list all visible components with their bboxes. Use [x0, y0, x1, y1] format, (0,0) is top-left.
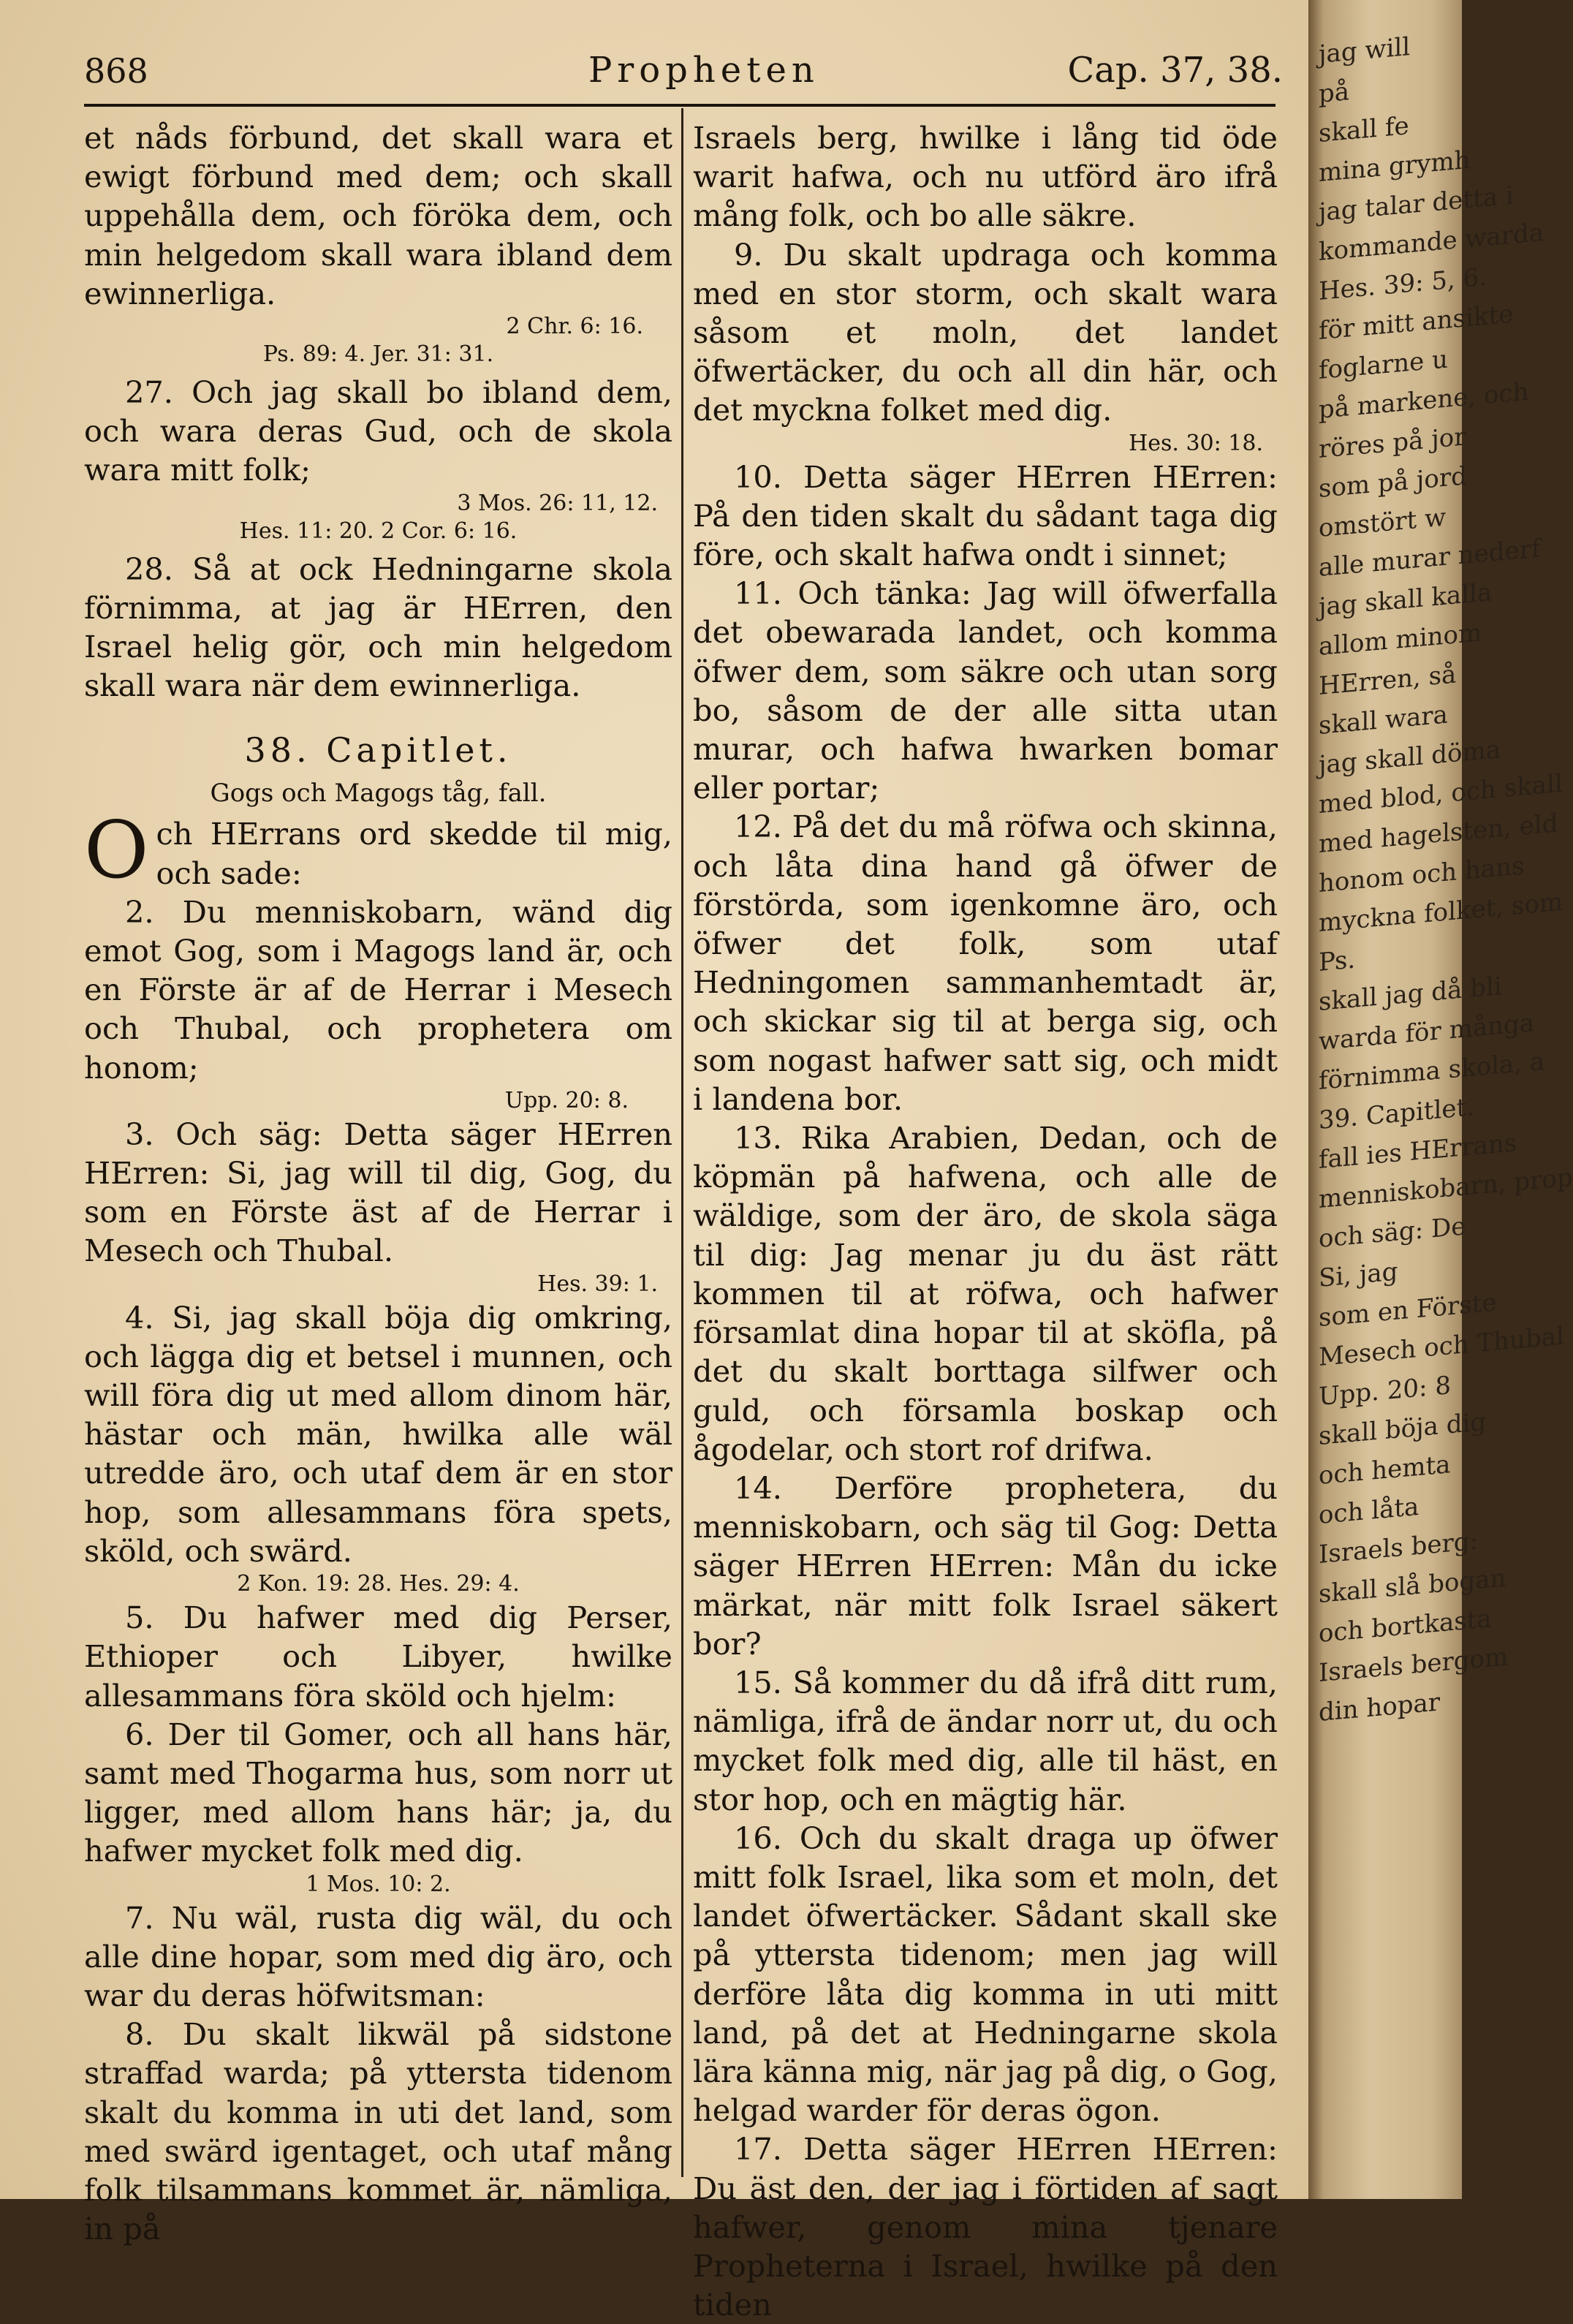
cross-reference: 1 Mos. 10: 2.	[306, 1871, 451, 1897]
verse-8: 8. Du skalt likwäl på sidstone straffad warda; på yttersta tidenom skalt du komma in uti det land, som med swärd igentaget, och utaf mång folk tilsammans kommet är, nämliga, in på	[84, 2016, 672, 2247]
facing-page-line: jag talar detta i	[1319, 181, 1514, 227]
facing-page-line: menniskobarn, prop	[1319, 1162, 1573, 1214]
facing-page-line: skall slå bogan	[1319, 1563, 1506, 1609]
running-title: Propheten	[588, 50, 819, 91]
cross-reference: Upp. 20: 8.	[504, 1087, 629, 1113]
facing-page-line: röres på jor	[1319, 422, 1466, 464]
cross-reference: Hes. 11: 20. 2 Cor. 6: 16.	[239, 518, 518, 544]
verse-27: 27. Och jag skall bo ibland dem, och wara deras Gud, och de skola wara mitt folk;	[84, 374, 672, 488]
verse-13: 13. Rika Arabien, Dedan, och de köpmän på hafwena, och alle de wäldige, som der äro, de skola säga til dig: Jag menar ju du äst rätt kommen til at röfwa, och hafwer församlat dina hopar til at sköfla, på det du skalt borttaga silfwer och guld, och församla boskap och ågodelar, och stort rof drifwa.	[693, 1120, 1278, 1467]
facing-page-line: warda för många	[1319, 1008, 1535, 1056]
verse-continuation: et nåds förbund, det skall wara et ewigt förbund med dem; och skall uppehålla dem, och föröka dem, och min helgedom skall wara ibland dem ewinnerliga.	[84, 120, 672, 311]
chapter-heading: 38. Capitlet.	[244, 730, 512, 771]
verse-7: 7. Nu wäl, rusta dig wäl, du och alle dine hopar, som med dig äro, och war du deras höfwitsman:	[84, 1899, 672, 2013]
facing-page-line: på	[1319, 77, 1350, 109]
cross-reference: Hes. 39: 1.	[537, 1271, 658, 1297]
verse-15: 15. Så kommer du då ifrå ditt rum, nämliga, ifrå de ändar norr ut, du och mycket folk med dig, alle til häst, en stor hop, och en mägtig här.	[693, 1664, 1278, 1817]
facing-page-line: myckna folket, som	[1319, 887, 1563, 938]
facing-page-line: omstört w	[1319, 502, 1447, 543]
verse-16: 16. Och du skalt draga up öfwer mitt folk Israel, lika som et moln, det landet öfwertäcker. Sådant skall ske på yttersta tidenom; men jag will derföre låta dig komma in uti mitt land, på det at Hedningarne skola lära känna mig, när jag på dig, o Gog, helgad warder för deras ögon.	[693, 1820, 1278, 2129]
facing-page-line: allom minom	[1319, 618, 1482, 662]
chapter-summary: Gogs och Magogs tåg, fall.	[210, 779, 547, 809]
verse-5: 5. Du hafwer med dig Perser, Ethioper och Libyer, hwilke allesammans föra sköld och hjelm:	[84, 1600, 672, 1714]
facing-page-line: mina grymh	[1319, 145, 1471, 188]
facing-page-line: HErren, så	[1319, 659, 1457, 701]
column-divider	[681, 108, 683, 2177]
drop-cap: O	[84, 805, 149, 897]
facing-page-line: skall wara	[1319, 700, 1448, 741]
facing-page-line: och låta	[1319, 1491, 1420, 1530]
facing-page-line: med blod, och skall	[1319, 768, 1563, 820]
facing-page-line: 39. Capitlet.	[1319, 1092, 1474, 1135]
facing-page-line: foglarne u	[1319, 344, 1448, 385]
verse-17: 17. Detta säger HErren HErren: Du äst den, der jag i förtiden af sagt hafwer, genom mina tjenare Propheterna i Israel, hwilke på den tiden	[693, 2131, 1278, 2323]
facing-page-line: skall fe	[1319, 111, 1409, 148]
right-column	[693, 118, 1278, 2324]
page-number: 868	[84, 51, 148, 91]
facing-page-line: skall böja dig	[1319, 1407, 1487, 1451]
verse-4: 4. Si, jag skall böja dig omkring, och lägga dig et betsel i munnen, och will föra dig ut med allom dinom här, hästar och män, hwilka alle wäl utredde äro, och utaf dem är en stor hop, som allesammans föra spets, sköld, och swärd.	[84, 1299, 672, 1569]
facing-page-edge	[1308, 0, 1573, 2199]
facing-page-line: jag skall döma	[1319, 735, 1501, 780]
facing-page-line: Si, jag	[1319, 1257, 1398, 1293]
facing-page-line: och hemta	[1319, 1450, 1451, 1491]
left-column	[84, 118, 672, 2248]
facing-page-line: Ps.	[1319, 945, 1356, 977]
cross-reference: Ps. 89: 4. Jer. 31: 31.	[262, 341, 494, 368]
verse-9: 9. Du skalt updraga och komma med en stor storm, och skalt wara såsom et moln, det landet öfwertäcker, du och all din här, och det myckna folket med dig.	[693, 236, 1278, 428]
facing-page-line: jag skall kalla	[1319, 578, 1493, 622]
facing-page-line: kommande warda	[1319, 218, 1544, 267]
verse-28: 28. Så at ock Hedningarne skola förnimma, at jag är HErren, den Israel helig gör, och min helgedom skall wara när dem ewinnerliga.	[84, 550, 672, 704]
facing-page-line: med hagelsten, eld	[1319, 809, 1558, 859]
facing-page-line: Hes. 39: 5, 6.	[1319, 262, 1487, 306]
facing-page-line: som på jord	[1319, 461, 1467, 504]
verse-14: 14. Derföre prophetera, du menniskobarn, och säg til Gog: Detta säger HErren HErren: Mån du icke märkat, när mitt folk Israel säkert bor?	[693, 1469, 1278, 1662]
verse-1	[84, 805, 672, 897]
facing-page-line: och säg: De	[1319, 1211, 1466, 1254]
facing-page-line: på markene, och	[1319, 376, 1529, 425]
cross-reference: 2 Chr. 6: 16.	[506, 314, 643, 340]
cross-reference: 3 Mos. 26: 11, 12.	[457, 490, 658, 516]
verse-3: 3. Och säg: Detta säger HErren HErren: Si, jag will til dig, Gog, du som en Förste äst af de Herrar i Mesech och Thubal.	[84, 1116, 672, 1269]
verse-1-text: ch HErrans ord skedde til mig, och sade:	[156, 816, 672, 891]
facing-page-line: förnimma skola, a	[1319, 1046, 1545, 1096]
header-rule	[84, 104, 1276, 107]
facing-page-line: jag will	[1319, 32, 1411, 69]
facing-page-line: som en Förste	[1319, 1287, 1497, 1333]
verse-12: 12. På det du må röfwa och skinna, och låta dina hand gå öfwer de förstörda, som igenkomne äro, och öfwer det folk, som utaf Hedningomen sammanhemtadt är, och skickar sig til at berga sig, och som nogast hafwer satt sig, och midt i landena bor.	[693, 809, 1278, 1117]
page-header	[84, 48, 1283, 95]
facing-page-line: fall ies HErrans	[1319, 1128, 1517, 1175]
verse-6: 6. Der til Gomer, och all hans här, samt med Thogarma hus, som norr ut ligger, med allom hans här; ja, du hafwer mycket folk med dig.	[84, 1716, 672, 1869]
facing-page-line: alle murar nederf	[1319, 534, 1541, 583]
cross-reference: Hes. 30: 18.	[1129, 430, 1263, 456]
facing-page-line: och bortkasta	[1319, 1604, 1492, 1649]
facing-page-line: Mesech och Thubal	[1319, 1321, 1564, 1372]
facing-page-line: skall jag då bli	[1319, 972, 1502, 1017]
facing-page-text	[1308, 29, 1573, 1727]
verse-2: 2. Du menniskobarn, wänd dig emot Gog, som i Magogs land är, och en Förste är af de Herrar i Mesech och Thubal, och prophetera om honom;	[84, 893, 672, 1086]
facing-page-line: Israels bergom	[1319, 1642, 1509, 1688]
facing-page-line: honom och hans	[1319, 851, 1525, 898]
verse-11: 11. Och tänka: Jag will öfwerfalla det obewarada landet, och komma öfwer dem, som säkre och utan sorg bo, såsom de der alle sitta utan murar, och hafwa hwarken bomar eller portar;	[693, 575, 1278, 806]
cross-reference: 2 Kon. 19: 28. Hes. 29: 4.	[237, 1571, 520, 1597]
verse-10: 10. Detta säger HErren HErren: På den tiden skalt du sådant taga dig före, och skalt hafwa ondt i sinnet;	[693, 458, 1278, 573]
facing-page-line: Upp. 20: 8	[1319, 1371, 1451, 1412]
chapter-reference: Cap. 37, 38.	[1067, 50, 1283, 91]
facing-page-line: för mitt ansikte	[1319, 299, 1514, 346]
facing-page-line: Israels berg:	[1319, 1526, 1479, 1570]
facing-page-line: din hopar	[1319, 1687, 1440, 1727]
verse-continuation: Israels berg, hwilke i lång tid öde warit hafwa, och nu utförd äro ifrå mång folk, och bo alle säkre.	[693, 120, 1278, 234]
